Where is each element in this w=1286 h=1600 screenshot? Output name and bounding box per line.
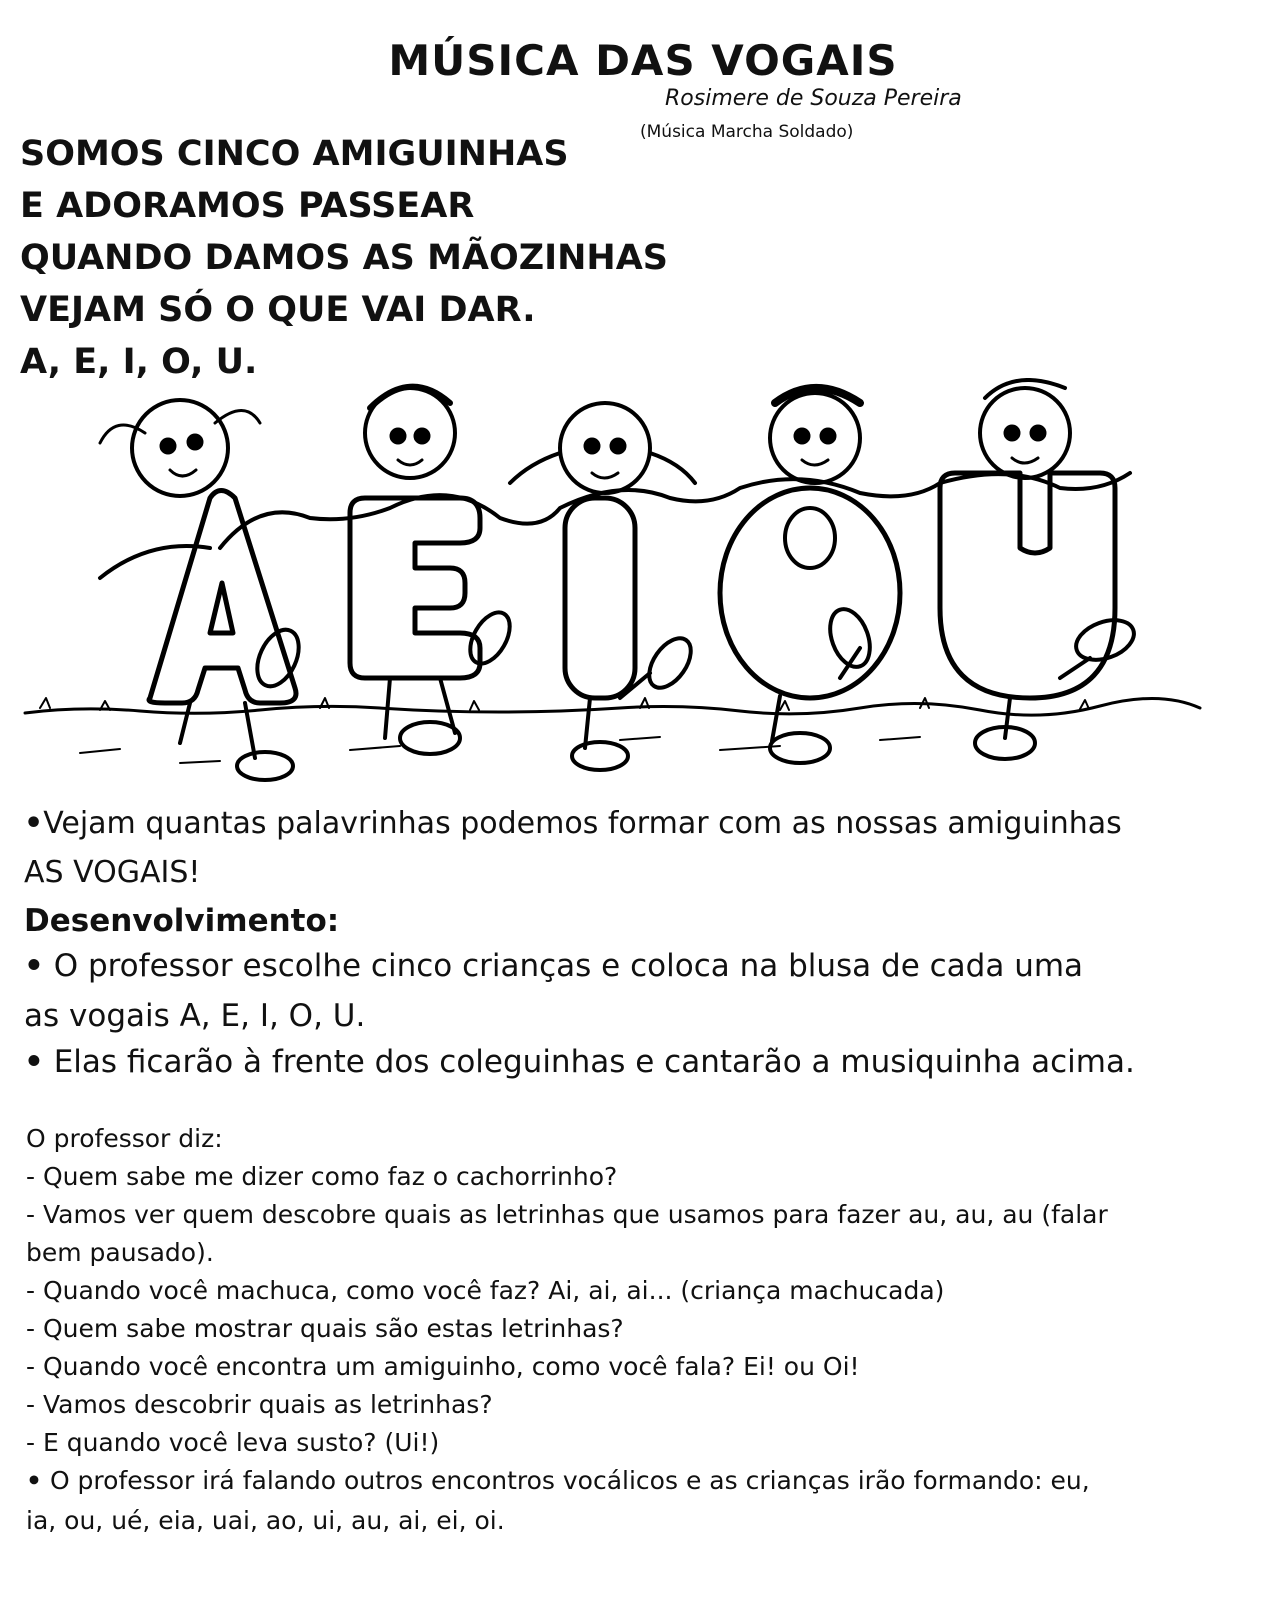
letter-e-child [350,387,518,754]
intro-line-2: AS VOGAIS! [24,855,201,890]
linked-arms [220,473,1130,548]
development-heading: Desenvolvimento: [24,903,340,939]
lyric-line: SOMOS CINCO AMIGUINHAS [20,134,569,174]
bullet: • [24,1044,44,1080]
lyric-line: QUANDO DAMOS AS MÃOZINHAS [20,238,669,278]
author-name: Rosimere de Souza Pereira [665,86,962,111]
lyric-line: A, E, I, O, U. [20,342,258,382]
teacher-intro: O professor diz: [26,1124,223,1153]
vowel-children-illustration [20,378,1260,798]
bullet: • [24,948,44,984]
melody-note: (Música Marcha Soldado) [640,122,854,142]
teacher-line: - Vamos descobrir quais as letrinhas? [26,1390,493,1419]
intro-line-1: Vejam quantas palavrinhas podemos formar com as nossas amiguinhas [43,806,1122,841]
teacher-line: bem pausado). [26,1238,214,1267]
bullet: • [24,806,44,841]
teacher-line: - Quando você encontra um amiguinho, como você fala? Ei! ou Oi! [26,1352,860,1381]
teacher-line: - Quem sabe me dizer como faz o cachorrinho? [26,1162,618,1191]
lyric-line: VEJAM SÓ O QUE VAI DAR. [20,290,536,330]
development-item-1-line-1: O professor escolhe cinco crianças e coloca na blusa de cada uma [53,948,1084,984]
teacher-final-line-2: ia, ou, ué, eia, uai, ao, ui, au, ai, ei, oi. [26,1506,505,1535]
development-item-1 [24,948,1083,984]
teacher-final [26,1466,1090,1495]
page-title: MÚSICA DAS VOGAIS [388,36,898,85]
letter-i-child [510,403,699,770]
bullet: • [26,1466,42,1495]
lyric-line: E ADORAMOS PASSEAR [20,186,475,226]
intro-paragraph [24,806,1122,841]
teacher-line: - Quem sabe mostrar quais são estas letrinhas? [26,1314,624,1343]
teacher-line: - Vamos ver quem descobre quais as letrinhas que usamos para fazer au, au, au (falar [26,1200,1108,1229]
song-lyrics [20,128,668,388]
teacher-line: - E quando você leva susto? (Ui!) [26,1428,440,1457]
teacher-line: - Quando você machuca, como você faz? Ai, ai, ai... (criança machucada) [26,1276,945,1305]
development-item-2-text: Elas ficarão à frente dos coleguinhas e cantarão a musiquinha acima. [53,1044,1135,1080]
letter-a-child [100,400,307,780]
development-item-2 [24,1044,1135,1080]
development-item-1-line-2: as vogais A, E, I, O, U. [24,998,366,1034]
ground-grass [25,698,1200,715]
teacher-final-line-1: O professor irá falando outros encontros vocálicos e as crianças irão formando: eu, [49,1466,1090,1495]
